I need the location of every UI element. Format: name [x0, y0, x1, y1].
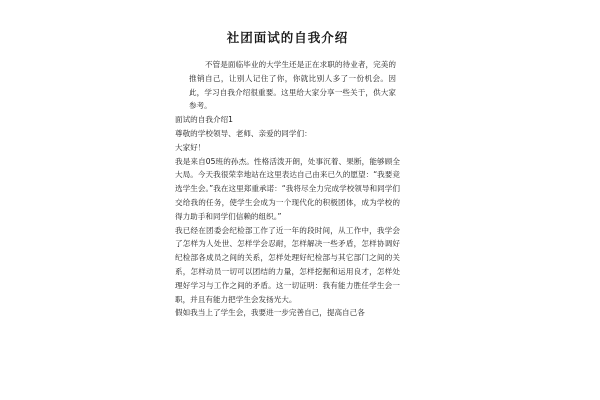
body-paragraph-3: 假如我当上了学生会，我要进一步完善自己，提高自己各 — [175, 308, 365, 318]
body-paragraph-2: 我已经在团委会纪检部工作了近一年的段时间，从工作中，我学会了怎样为人处世、怎样学会忍耐，怎样解决一些矛盾，怎样协调好纪检部各成员之间的关系，怎样处理好纪检部与其它部门之间的关系，怎样动员一切可以团结的力量，怎样挖掘和运用良才，怎样处理好学习与工作之间的矛盾。这一切证明：我有能力胜任学生会一职，并且有能力把学生会发扬光大。 — [175, 225, 400, 304]
section-heading: 面试的自我介绍1 — [175, 115, 233, 125]
document-title: 社团面试的自我介绍 — [226, 30, 349, 45]
intro-paragraph: 不管是面临毕业的大学生还是正在求职的待业者，完美的推销自己，让别人记住了你，你就比别人多了一份机会。因此，学习自我介绍很重要。这里给大家分享一些关于，供大家参考。 — [189, 60, 396, 111]
salutation: 尊敬的学校领导、老师、亲爱的同学们： — [175, 128, 312, 138]
body-paragraph-1: 我是来自05班的孙杰。性格活泼开朗，处事沉着、果断，能够顾全大局。今天我很荣幸地站在这里表达自己由来已久的愿望：“我要竞选学生会。”我在这里郑重承诺：“我将尽全力完成学校领导和同学们交给我的任务，使学生会成为一个现代化的积极团体，成为学校的得力助手和同学们信赖的组织。” — [175, 156, 400, 221]
document-body — [175, 30, 400, 320]
greeting: 大家好！ — [175, 142, 206, 152]
